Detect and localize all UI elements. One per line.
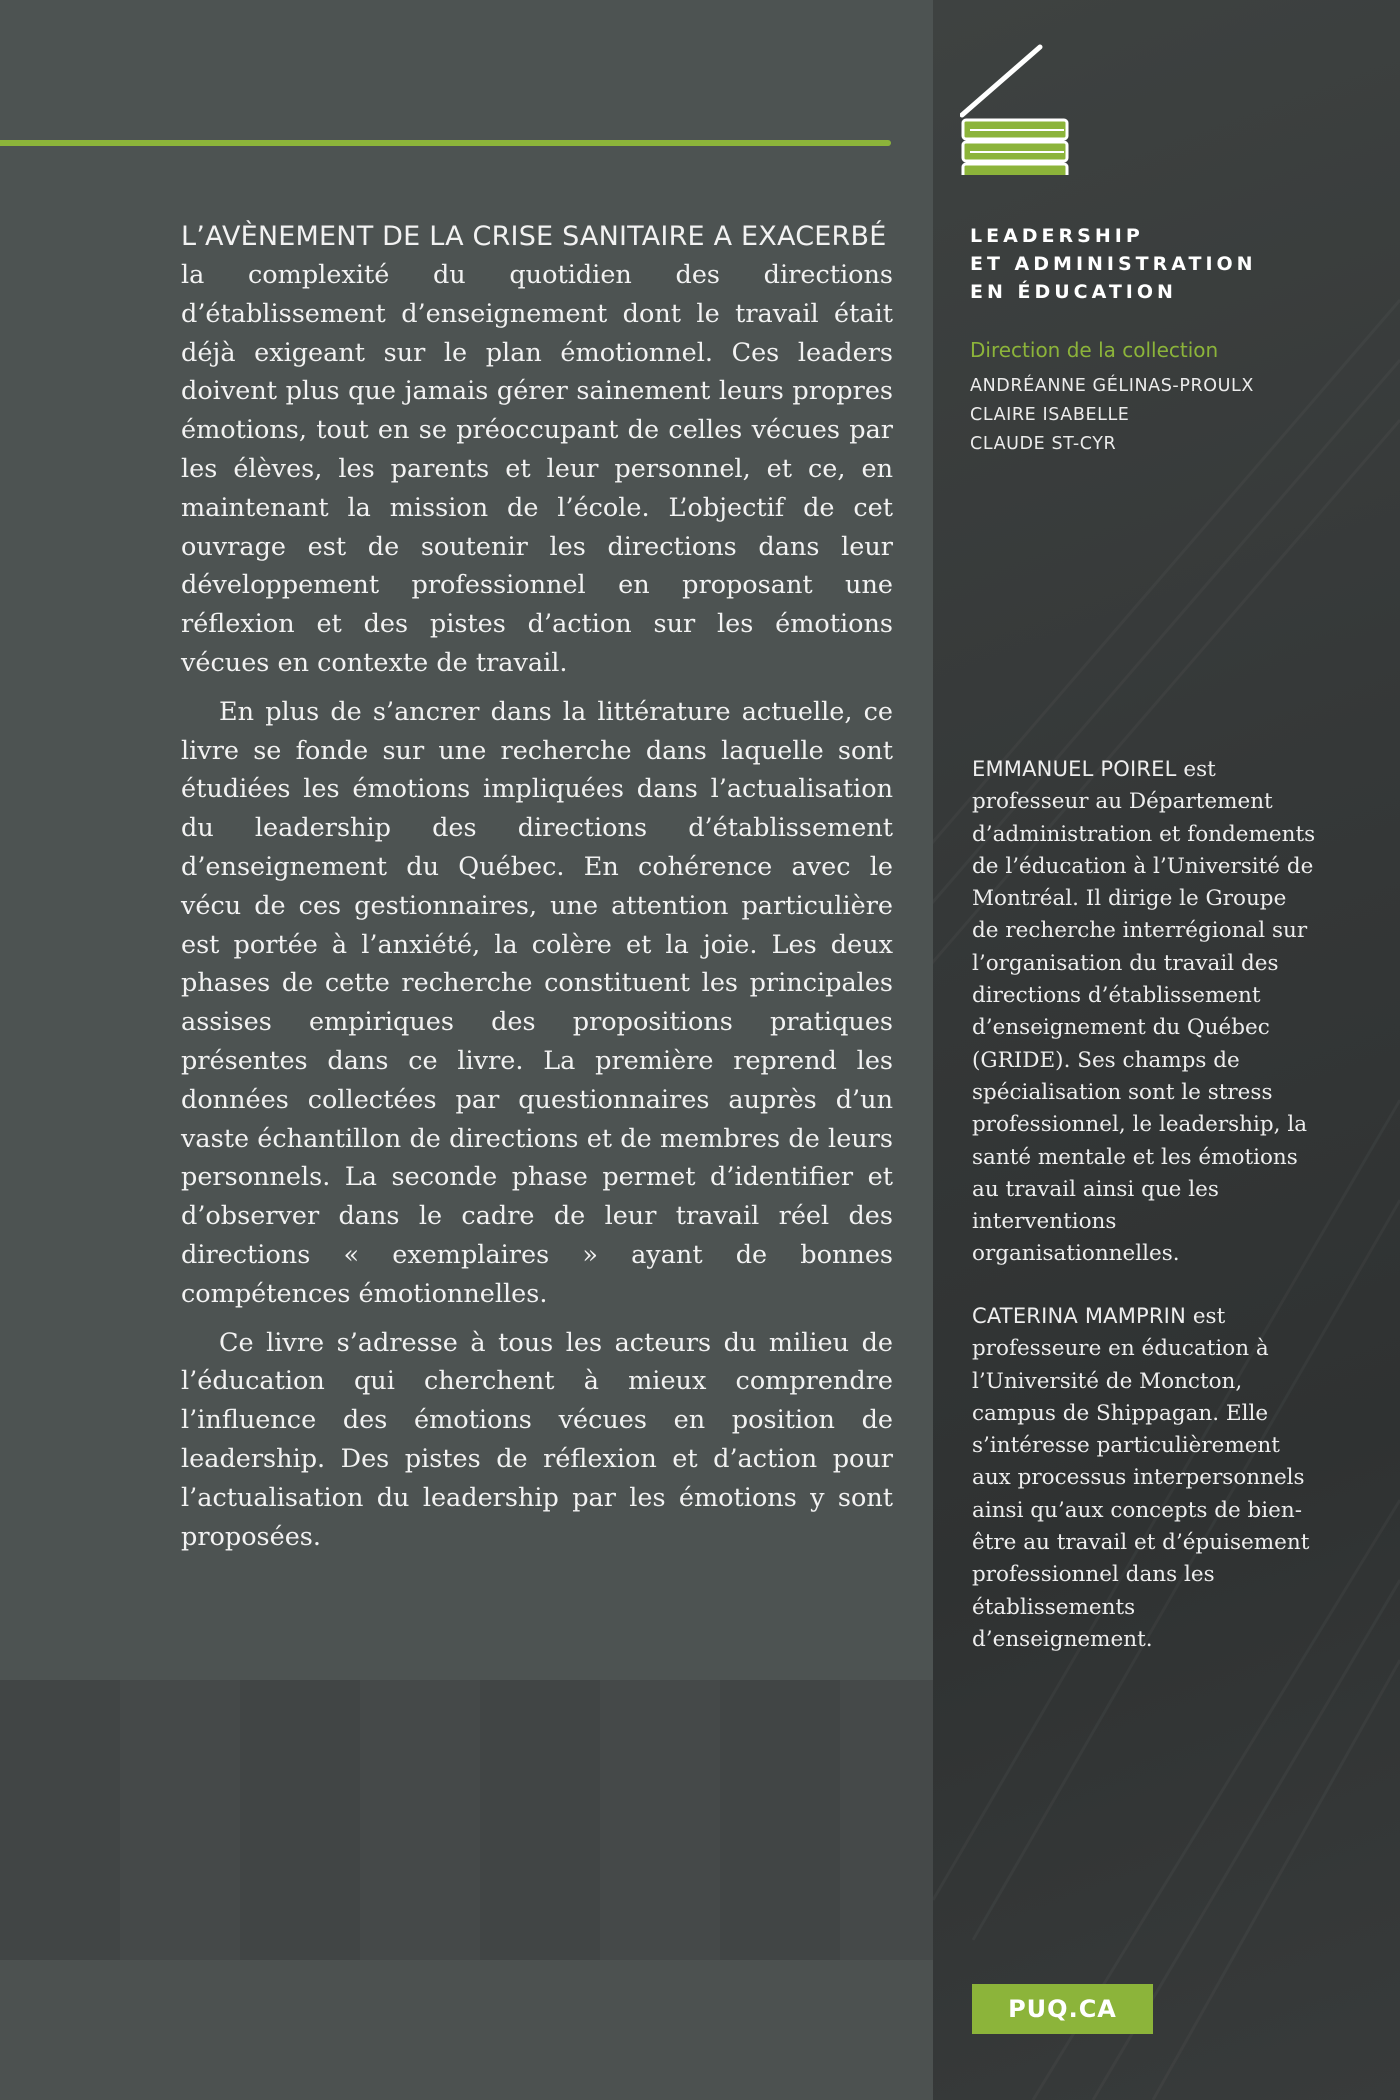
collection-title-line: EN ÉDUCATION (970, 281, 1177, 303)
summary-lead-in: L’AVÈNEMENT DE LA CRISE SANITAIRE A EXACERBÉ (181, 221, 887, 252)
collection-director: CLAUDE ST-CYR (970, 434, 1117, 454)
back-cover-summary (181, 218, 893, 1566)
summary-paragraph-3: Ce livre s’adresse à tous les acteurs du milieu de l’éducation qui cherchent à mieux comprendre l’influence des émotions vécues en position de leadership. Des pistes de réflexion et d’action pour l’actualisation du leadership par les émotions y sont proposées. (181, 1327, 893, 1552)
collection-title-line: LEADERSHIP (970, 225, 1144, 247)
summary-paragraph-1 (181, 218, 893, 683)
lower-band-pattern (0, 1680, 933, 1960)
author-name: CATERINA MAMPRIN (972, 1304, 1186, 1328)
author-bio-text: est professeure en éducation à l’Université de Moncton, campus de Shippagan. Elle s’intéresse particulièrement aux processus interpersonnels ainsi qu’aux concepts de bien-être au travail et d’épuisement professionnel dans les établissements d’enseignement. (972, 1304, 1310, 1652)
collection-title-line: ET ADMINISTRATION (970, 253, 1257, 275)
summary-paragraph-2: En plus de s’ancrer dans la littérature actuelle, ce livre se fonde sur une recherche dans laquelle sont étudiées les émotions impliquées dans l’actualisation du leadership des directions d’établissement d’enseignement du Québec. En cohérence avec le vécu de ces gestionnaires, une attention particulière est portée à l’anxiété, la colère et la joie. Les deux phases de cette recherche constituent les principales assises empiriques des propositions pratiques présentes dans ce livre. La première reprend les données collectées par questionnaires auprès d’un vaste échantillon de directions et de membres de leurs personnels. La seconde phase permet d’identifier et d’observer dans le cadre de leur travail réel des directions « exemplaires » ayant de bonnes compétences émotionnelles. (181, 696, 893, 1309)
collection-director: CLAIRE ISABELLE (970, 405, 1130, 425)
collection-direction-label: Direction de la collection (970, 338, 1219, 362)
collection-title (970, 222, 1257, 306)
author-bio (972, 753, 1317, 1271)
collection-directors (970, 372, 1254, 459)
collection-director: ANDRÉANNE GÉLINAS-PROULX (970, 376, 1254, 396)
publisher-website-link[interactable]: PUQ.CA (972, 1984, 1153, 2034)
author-bio-text: est professeur au Département d’administration et fondements de l’éducation à l’Université de Montréal. Il dirige le Groupe de recherche interrégional sur l’organisation du travail des directions d’établissement d’enseignement du Québec (GRIDE). Ses champs de spécialisation sont le stress professionnel, le leadership, la santé mentale et les émotions au travail ainsi que les interventions organisationnelles. (972, 757, 1316, 1267)
author-bio (972, 1300, 1317, 1656)
bottom-strip (0, 1960, 933, 2100)
author-name: EMMANUEL POIREL (972, 757, 1177, 781)
summary-paragraph-1-text: la complexité du quotidien des directions d’établissement d’enseignement dont le travail était déjà exigeant sur le plan émotionnel. Ces leaders doivent plus que jamais gérer sainement leurs propres émotions, tout en se préoccupant de celles vécues par les élèves, les parents et leur personnel, et ce, en maintenant la mission de l’école. L’objectif de cet ouvrage est de soutenir les directions dans leur développement professionnel en proposant une réflexion et des pistes d’action sur les émotions vécues en contexte de travail. (181, 260, 893, 678)
green-rule (0, 140, 891, 146)
books-stack-icon (960, 40, 1090, 175)
